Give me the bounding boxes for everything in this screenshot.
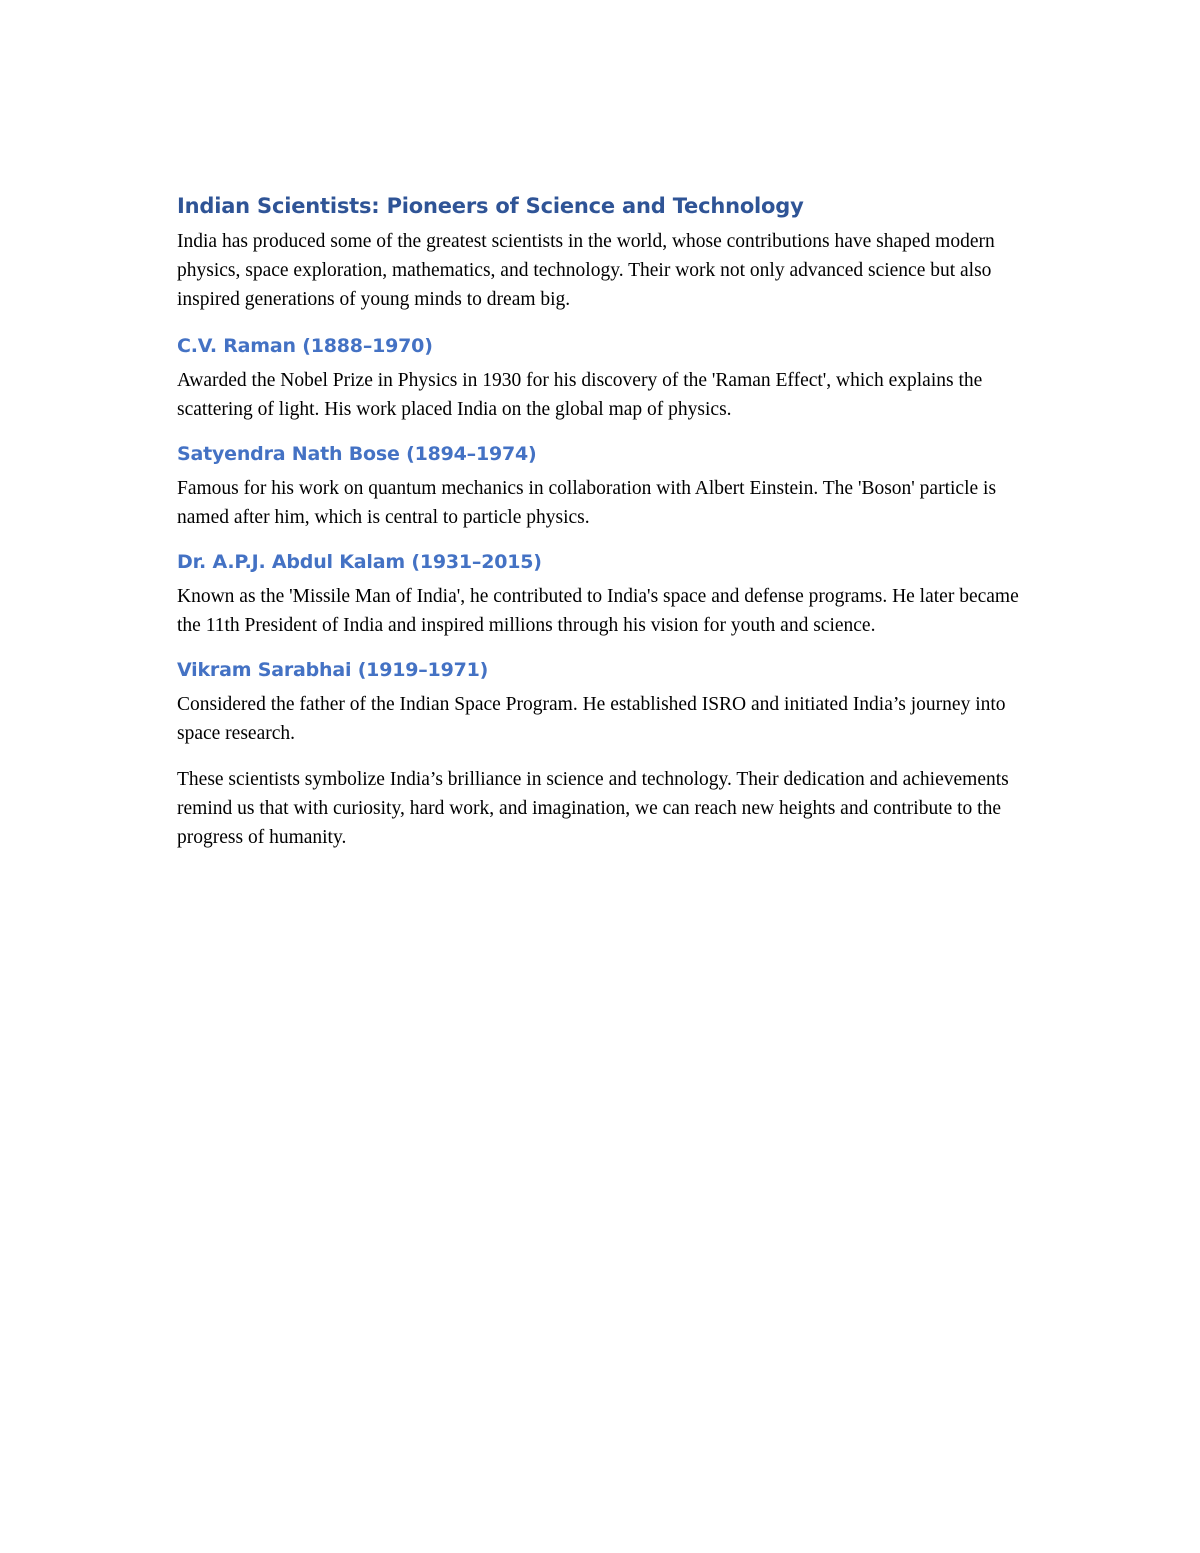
section-body-bose: Famous for his work on quantum mechanics in collaboration with Albert Einstein. The 'Boson' particle is named after him, which is central to particle physics. — [177, 478, 997, 528]
conclusion-paragraph: These scientists symbolize India’s brilliance in science and technology. Their dedication and achievements remind us that with curiosity, hard work, and imagination, we can reach new heights and contribute to the progress of humanity. — [177, 769, 1009, 848]
intro-paragraph: India has produced some of the greatest scientists in the world, whose contributions have shaped modern physics, space exploration, mathematics, and technology. Their work not only advanced science but also inspired generations of young minds to dream big. — [177, 231, 995, 310]
section-body-raman: Awarded the Nobel Prize in Physics in 1930 for his discovery of the 'Raman Effect', which explains the scattering of light. His work placed India on the global map of physics. — [177, 370, 983, 420]
section-heading-raman: C.V. Raman (1888–1970) — [177, 335, 433, 357]
section-heading-bose: Satyendra Nath Bose (1894–1974) — [177, 443, 537, 465]
section-heading-sarabhai: Vikram Sarabhai (1919–1971) — [177, 659, 489, 681]
document-title: Indian Scientists: Pioneers of Science and Technology — [177, 194, 804, 218]
document-page — [177, 190, 1037, 869]
section-body-kalam: Known as the 'Missile Man of India', he contributed to India's space and defense programs. He later became the 11th President of India and inspired millions through his vision for youth and science. — [177, 586, 1019, 636]
section-heading-kalam: Dr. A.P.J. Abdul Kalam (1931–2015) — [177, 551, 542, 573]
section-body-sarabhai: Considered the father of the Indian Space Program. He established ISRO and initiated India’s journey into space research. — [177, 694, 1006, 744]
